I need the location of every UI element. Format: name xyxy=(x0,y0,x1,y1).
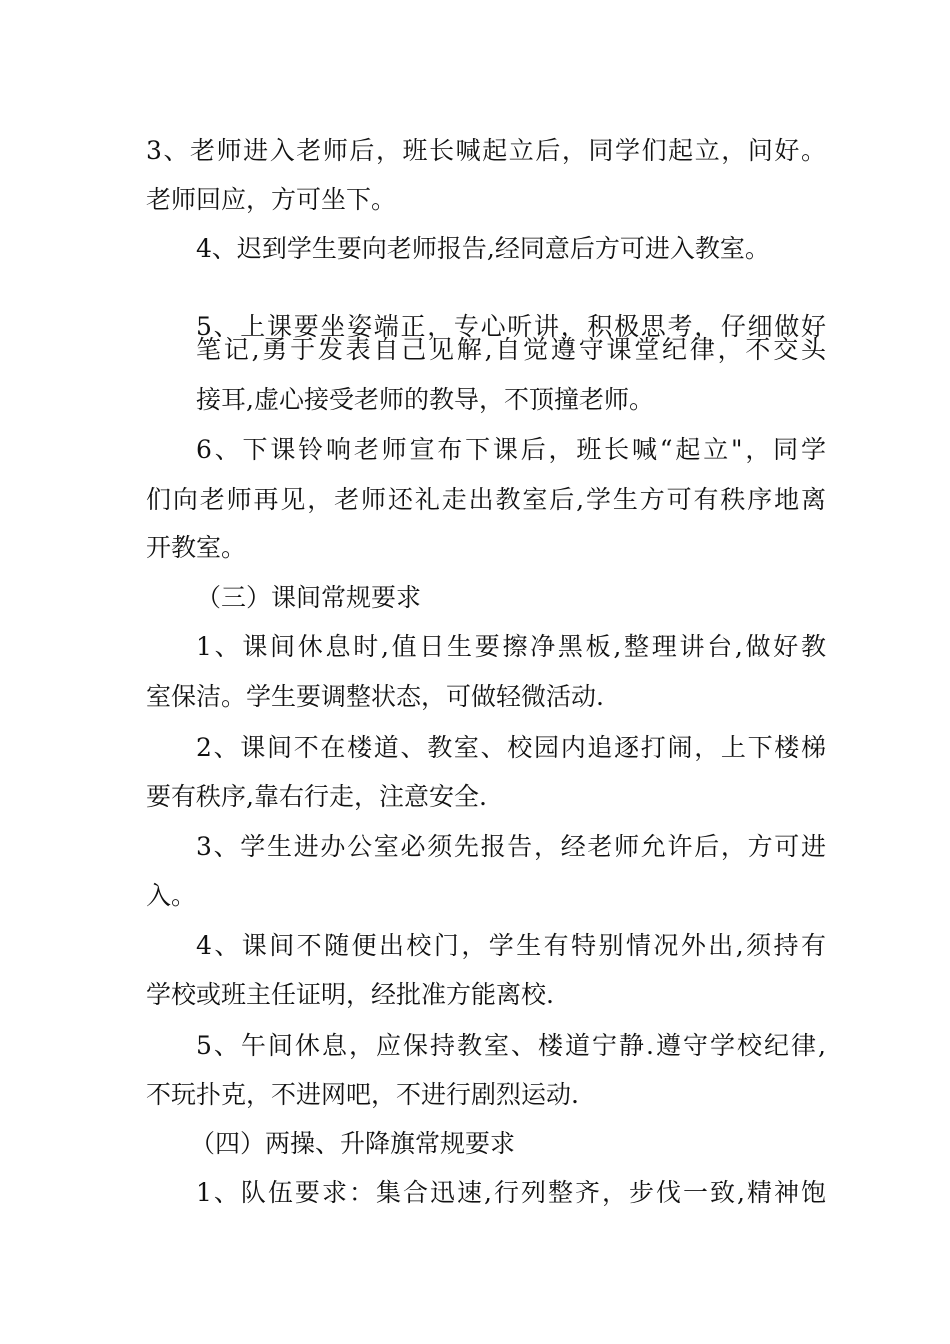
text-line: 笔记,勇于发表自己见解,自觉遵守课堂纪律，不交头 xyxy=(196,335,826,364)
text-line: 4、迟到学生要向老师报告,经同意后方可进入教室。 xyxy=(196,234,770,263)
text-line: 要有秩序,靠右行走，注意安全. xyxy=(146,782,487,811)
text-line: 老师回应，方可坐下。 xyxy=(146,185,397,214)
text-line: 们向老师再见，老师还礼走出教室后,学生方可有秩序地离 xyxy=(146,485,826,514)
text-line: 4、课间不随便出校门，学生有特别情况外出,须持有 xyxy=(196,931,826,960)
text-line: 1、队伍要求：集合迅速,行列整齐，步伐一致,精神饱 xyxy=(196,1178,826,1207)
section-heading: （四）两操、升降旗常规要求 xyxy=(190,1129,516,1158)
text-line: 入。 xyxy=(146,881,197,910)
text-line: 1、课间休息时,值日生要擦净黑板,整理讲台,做好教 xyxy=(196,632,826,661)
text-line: 开教室。 xyxy=(146,533,247,562)
text-line: 6、下课铃响老师宣布下课后，班长喊“起立"，同学 xyxy=(196,435,826,464)
text-line: 5、上课要坐姿端正，专心听讲，积极思考，仔细做好 xyxy=(196,312,826,341)
text-line: 不玩扑克，不进网吧，不进行剧烈运动. xyxy=(146,1080,579,1109)
text-line: 5、午间休息，应保持教室、楼道宁静.遵守学校纪律, xyxy=(196,1031,826,1060)
text-line: 室保洁。学生要调整状态，可做轻微活动. xyxy=(146,682,604,711)
text-line: 2、课间不在楼道、教室、校园内追逐打闹，上下楼梯 xyxy=(196,733,826,762)
text-line: 3、学生进办公室必须先报告，经老师允许后，方可进 xyxy=(196,832,826,861)
text-line: 接耳,虚心接受老师的教导，不顶撞老师。 xyxy=(196,385,654,414)
text-line: 3、老师进入老师后，班长喊起立后，同学们起立，问好。 xyxy=(146,136,826,165)
section-heading: （三）课间常规要求 xyxy=(196,583,422,612)
text-line: 学校或班主任证明，经批准方能离校. xyxy=(146,980,554,1009)
